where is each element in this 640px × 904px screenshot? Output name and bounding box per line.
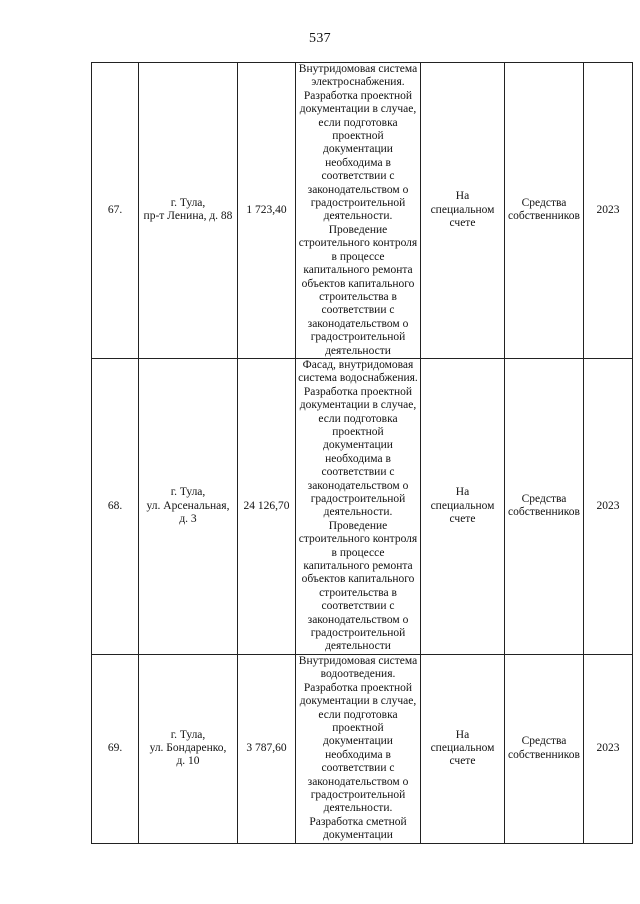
description-line: Разработка проектной <box>303 89 413 102</box>
fund-method-line: На специальном <box>430 486 495 512</box>
description-line: градостроительной <box>310 331 406 344</box>
address-line: г. Тула, <box>170 486 206 499</box>
description-line: необходима в <box>325 156 391 169</box>
description-line: Фасад, внутридомовая <box>302 358 414 371</box>
year-cell <box>584 654 633 843</box>
row-number-cell <box>92 358 139 654</box>
description-line: водоотведения. <box>320 668 396 681</box>
row-number: 69. <box>107 742 123 755</box>
description-line: строительства в <box>319 290 397 303</box>
description-line: законодательством о <box>307 613 409 626</box>
address-line: пр-т Ленина, д. 88 <box>143 210 233 223</box>
description-line: документации в случае, <box>299 103 417 116</box>
description-line: деятельности <box>325 640 391 653</box>
funding-source-line: Средства <box>521 493 567 505</box>
description-line: документации <box>323 735 393 748</box>
area-cell <box>238 654 296 843</box>
address-line: ул. Бондаренко, <box>149 742 227 755</box>
description-line: объектов капитального <box>301 277 415 290</box>
description-line: Разработка проектной <box>303 681 413 694</box>
row-number-cell <box>92 63 139 359</box>
area-value: 1 723,40 <box>246 203 287 216</box>
description-line: деятельности. <box>323 802 393 815</box>
description-line: документации в случае, <box>299 695 417 708</box>
description-line: необходима в <box>325 748 391 761</box>
area-cell <box>238 358 296 654</box>
description-line: Разработка сметной <box>309 815 407 828</box>
address-cell <box>139 63 238 359</box>
description-line: строительства в <box>319 586 397 599</box>
description-line: проектной <box>332 130 384 143</box>
description-line: документации <box>323 143 393 156</box>
address-line: ул. Арсенальная, <box>146 499 230 512</box>
funding-source-line: собственников <box>508 748 580 761</box>
description-line: Проведение <box>328 519 388 532</box>
description-line: проектной <box>332 425 384 438</box>
description-line: градостроительной <box>310 627 406 640</box>
year-cell <box>584 63 633 359</box>
description-line: документации в случае, <box>299 399 417 412</box>
description-line: законодательством о <box>307 183 409 196</box>
description-line: если подготовка <box>318 116 398 129</box>
capital-repair-table <box>91 62 633 844</box>
row-number: 68. <box>107 499 123 512</box>
area-value: 24 126,70 <box>243 499 290 512</box>
fund-method-line: На специальном <box>430 190 495 216</box>
year-value: 2023 <box>596 742 620 755</box>
description-line: законодательством о <box>307 317 409 330</box>
description-line: строительного контроля <box>298 533 418 546</box>
description-line: градостроительной <box>310 197 406 210</box>
description-line: объектов капитального <box>301 573 415 586</box>
description-line: капитального ремонта <box>303 560 413 573</box>
funding-source-line: Средства <box>521 197 567 210</box>
fund-method-cell <box>421 358 505 654</box>
description-line: проектной <box>332 721 384 734</box>
description-line: Проведение <box>328 223 388 236</box>
fund-method-cell <box>421 63 505 359</box>
year-cell <box>584 358 633 654</box>
row-number-cell <box>92 654 139 843</box>
description-line: соответствии с <box>321 600 395 613</box>
address-line: д. 10 <box>176 755 200 768</box>
work-description-cell <box>296 654 421 843</box>
table-row <box>92 654 633 843</box>
description-line: строительного контроля <box>298 237 418 250</box>
description-line: в процессе <box>331 250 385 263</box>
description-line: законодательством о <box>307 479 409 492</box>
description-line: электроснабжения. <box>311 76 405 89</box>
fund-method-line: счете <box>449 217 476 230</box>
address-line: г. Тула, <box>170 197 206 210</box>
description-line: Разработка проектной <box>303 385 413 398</box>
description-line: законодательством о <box>307 775 409 788</box>
page-number: 537 <box>309 31 331 46</box>
funding-source-cell <box>505 63 584 359</box>
area-cell <box>238 63 296 359</box>
description-line: документации <box>323 829 393 842</box>
description-line: если подготовка <box>318 412 398 425</box>
description-line: капитального ремонта <box>303 264 413 277</box>
funding-source-line: собственников <box>508 506 580 519</box>
fund-method-line: счете <box>449 513 476 526</box>
description-line: система водоснабжения. <box>298 372 418 385</box>
funding-source-line: собственников <box>508 210 580 223</box>
table-row <box>92 358 633 654</box>
work-description-cell <box>296 63 421 359</box>
description-line: в процессе <box>331 546 385 559</box>
description-line: деятельности <box>325 344 391 357</box>
work-description-cell <box>296 358 421 654</box>
description-line: соответствии с <box>321 466 395 479</box>
description-line: градостроительной <box>310 493 406 505</box>
address-line: д. 3 <box>179 513 197 526</box>
year-value: 2023 <box>596 203 620 216</box>
description-line: соответствии с <box>321 762 395 775</box>
description-line: градостроительной <box>310 788 406 801</box>
fund-method-cell <box>421 654 505 843</box>
address-line: г. Тула, <box>170 728 206 741</box>
funding-source-cell <box>505 358 584 654</box>
description-line: деятельности. <box>323 506 393 519</box>
funding-source-cell <box>505 654 584 843</box>
description-line: если подготовка <box>318 708 398 721</box>
fund-method-line: счете <box>449 755 476 768</box>
address-cell <box>139 654 238 843</box>
row-number: 67. <box>107 203 123 216</box>
area-value: 3 787,60 <box>246 742 287 755</box>
funding-source-line: Средства <box>521 735 567 748</box>
description-line: документации <box>323 439 393 452</box>
description-line: Внутридомовая система <box>298 654 418 667</box>
description-line: необходима в <box>325 452 391 465</box>
fund-method-line: На специальном <box>430 728 495 755</box>
description-line: Внутридомовая система <box>298 63 418 75</box>
year-value: 2023 <box>596 499 620 512</box>
description-line: соответствии с <box>321 304 395 317</box>
table-row <box>92 63 633 359</box>
description-line: соответствии с <box>321 170 395 183</box>
description-line: деятельности. <box>323 210 393 223</box>
address-cell <box>139 358 238 654</box>
